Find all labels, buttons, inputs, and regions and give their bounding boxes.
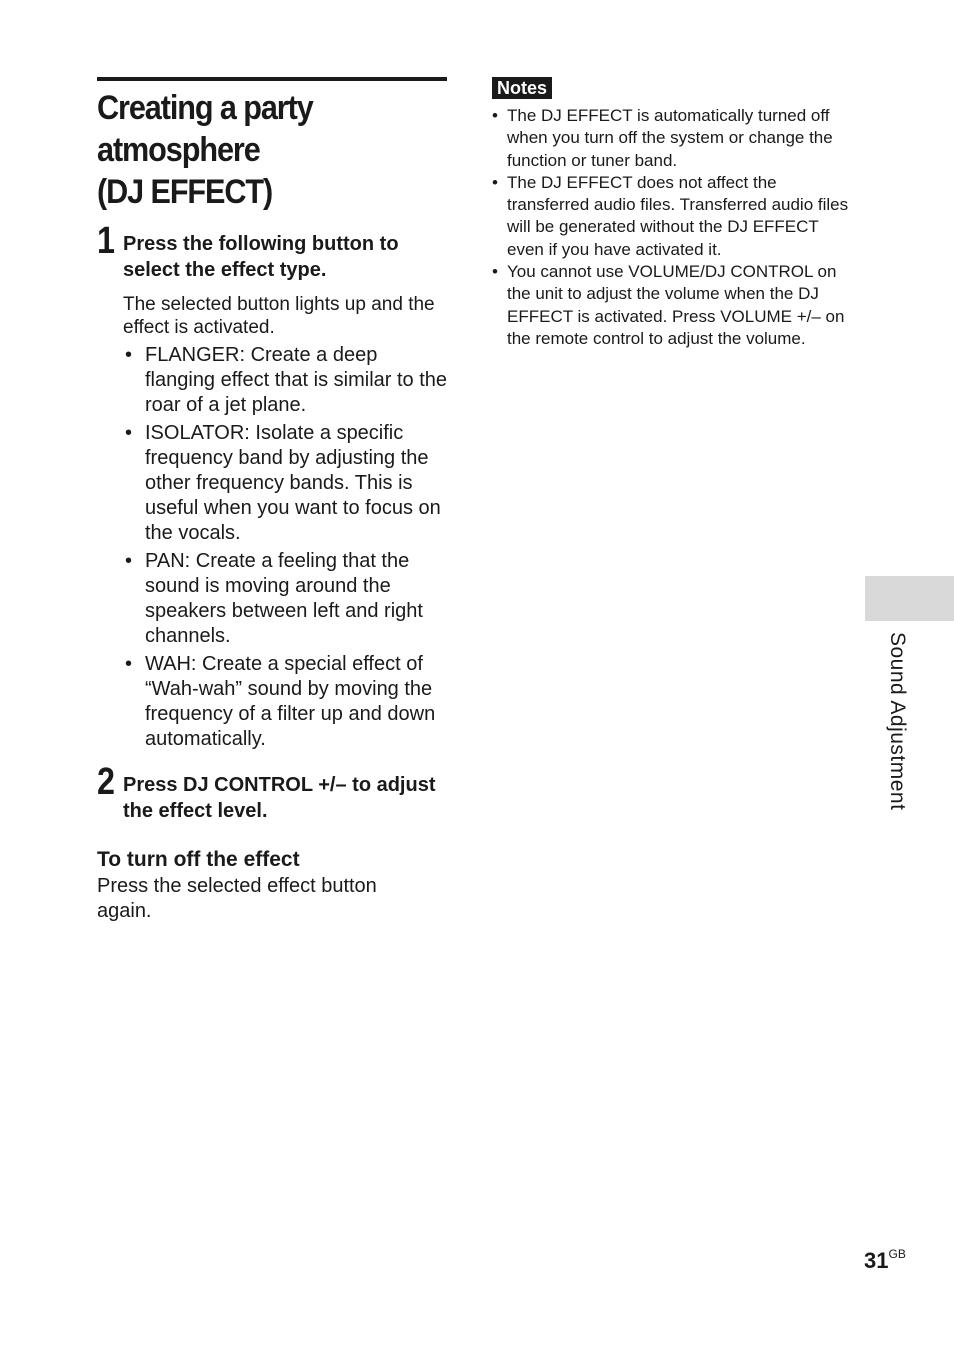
effect-item: • PAN: Create a feeling that the sound is moving around the speakers between left and right channels. [123, 549, 447, 649]
note-item: • The DJ EFFECT is automatically turned off when you turn off the system or change the function or tuner band. [492, 105, 852, 172]
notes-column [492, 77, 852, 350]
step-number: 1 [97, 220, 115, 262]
step-description: The selected button lights up and the effect is activated. [123, 294, 435, 338]
effect-item: • WAH: Create a special effect of “Wah-wah” sound by moving the frequency of a filter up and down automatically. [123, 652, 447, 752]
effect-list [123, 343, 447, 752]
step-number: 2 [97, 761, 115, 803]
title-line: atmosphere [97, 131, 260, 169]
step-instruction: Press DJ CONTROL +/– to adjust the effect level. [123, 774, 436, 822]
page-number [864, 1248, 906, 1274]
notes-list [492, 105, 852, 350]
title-line: Creating a party [97, 89, 313, 127]
turn-off-body: Press the selected effect button again. [97, 875, 377, 922]
step-instruction: Press the following button to select the effect type. [123, 233, 399, 281]
section-tab-marker [865, 576, 954, 621]
notes-badge: Notes [492, 77, 552, 99]
step-1 [97, 220, 448, 752]
note-item: • The DJ EFFECT does not affect the transferred audio files. Transferred audio files will be generated without the DJ EFFECT even if you have activated it. [492, 172, 852, 261]
step-body [123, 293, 447, 752]
title-rule [97, 77, 447, 81]
main-column [97, 77, 447, 924]
page-title [97, 87, 439, 213]
section-tab-label: Sound Adjustment [886, 632, 909, 811]
title-line: (DJ EFFECT) [97, 173, 273, 211]
turn-off-heading: To turn off the effect [97, 848, 300, 871]
page-number-suffix: GB [888, 1247, 906, 1261]
page-number-value: 31 [864, 1248, 889, 1273]
step-2 [97, 761, 447, 824]
effect-item: • FLANGER: Create a deep flanging effect that is similar to the roar of a jet plane. [123, 343, 447, 418]
effect-item: • ISOLATOR: Isolate a specific frequency band by adjusting the other frequency bands. This is useful when you want to focus on the vocals. [123, 421, 447, 546]
note-item: • You cannot use VOLUME/DJ CONTROL on the unit to adjust the volume when the DJ EFFECT is activated. Press VOLUME +/– on the remote control to adjust the volume. [492, 261, 852, 350]
